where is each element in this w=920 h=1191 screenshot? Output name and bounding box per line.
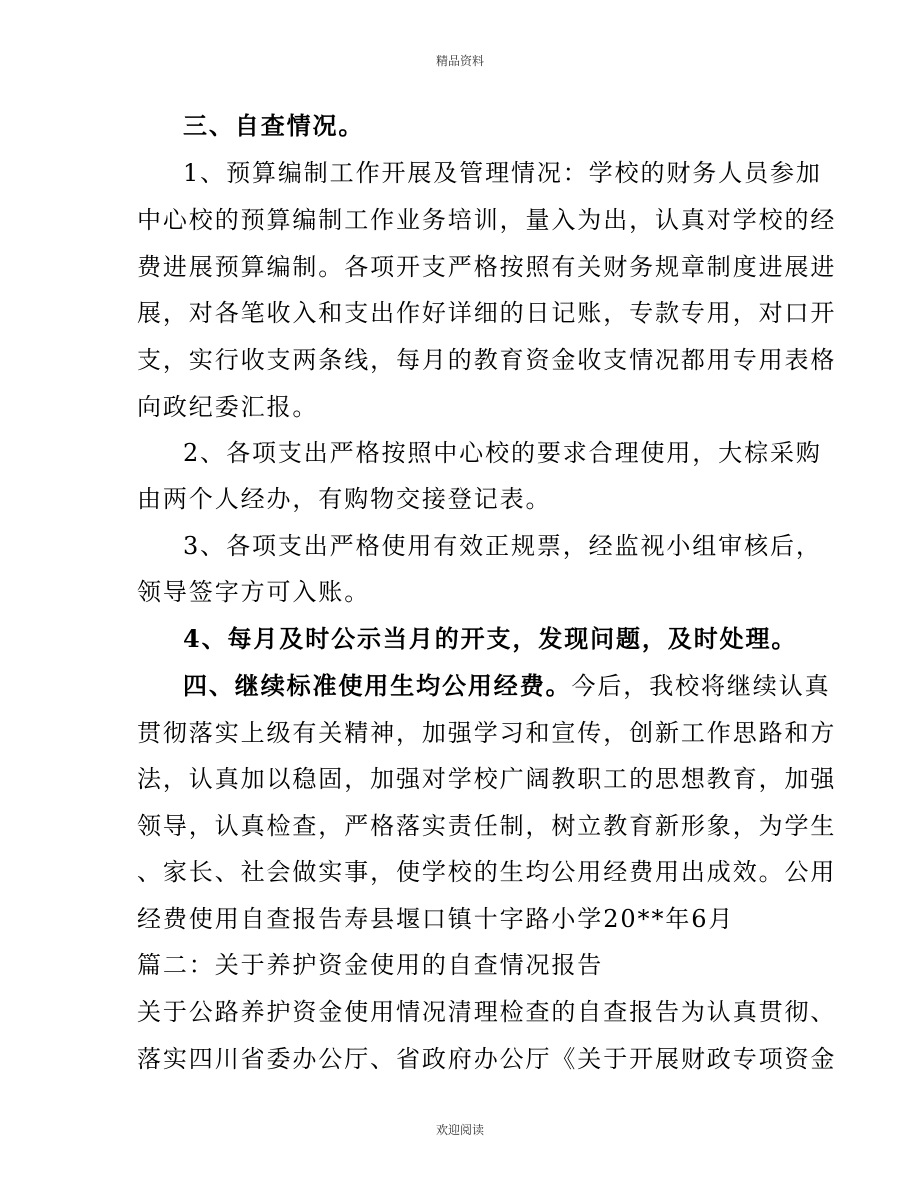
- paragraph-line: 费进展预算编制。各项开支严格按照有关财务规章制度进展进: [137, 253, 837, 281]
- bold-item-4: 4、每月及时公示当月的开支，发现问题，及时处理。: [183, 624, 798, 653]
- paragraph-line: 法，认真加以稳固，加强对学校广阔教职工的思想教育，加强: [137, 765, 837, 793]
- paragraph-line: 落实四川省委办公厅、省政府办公厅《关于开展财政专项资金: [137, 1045, 837, 1073]
- paragraph-text: 今后，我校将继续认真: [571, 672, 831, 700]
- paragraph-line: 领导签字方可入账。: [137, 578, 371, 606]
- section-heading-3: 三、自查情况。: [183, 111, 365, 140]
- paragraph-line: 领导，认真检查，严格落实责任制，树立教育新形象，为学生: [137, 812, 837, 840]
- section-heading-4: 四、继续标准使用生均公用经费。: [183, 671, 572, 700]
- paragraph-line: 3、各项支出严格使用有效正规票，经监视小组审核后，: [183, 532, 822, 560]
- paragraph-line: 贯彻落实上级有关精神，加强学习和宣传，创新工作思路和方: [137, 719, 837, 747]
- paragraph-line: 1、预算编制工作开展及管理情况：学校的财务人员参加: [183, 159, 822, 187]
- paragraph-line: 经费使用自查报告寿县堰口镇十字路小学20**年6月: [137, 905, 735, 933]
- page-header: 精品资料: [435, 54, 484, 68]
- section-heading-4-line: [183, 671, 831, 701]
- page-footer: 欢迎阅读: [435, 1123, 484, 1137]
- paragraph-line: 2、各项支出严格按照中心校的要求合理使用，大棕采购: [183, 439, 822, 467]
- paragraph-line: 向政纪委汇报。: [137, 393, 319, 421]
- article-title: 篇二：关于养护资金使用的自查情况报告: [137, 951, 604, 979]
- paragraph-line: 关于公路养护资金使用情况清理检查的自查报告为认真贯彻、: [137, 998, 837, 1026]
- paragraph-line: 支，实行收支两条线，每月的教育资金收支情况都用专用表格: [137, 346, 837, 374]
- paragraph-line: 中心校的预算编制工作业务培训，量入为出，认真对学校的经: [137, 206, 837, 234]
- paragraph-line: 展，对各笔收入和支出作好详细的日记账，专款专用，对口开: [137, 299, 837, 327]
- paragraph-line: 由两个人经办，有购物交接登记表。: [137, 485, 552, 513]
- paragraph-line: 、家长、社会做实事，使学校的生均公用经费用出成效。公用: [137, 858, 837, 886]
